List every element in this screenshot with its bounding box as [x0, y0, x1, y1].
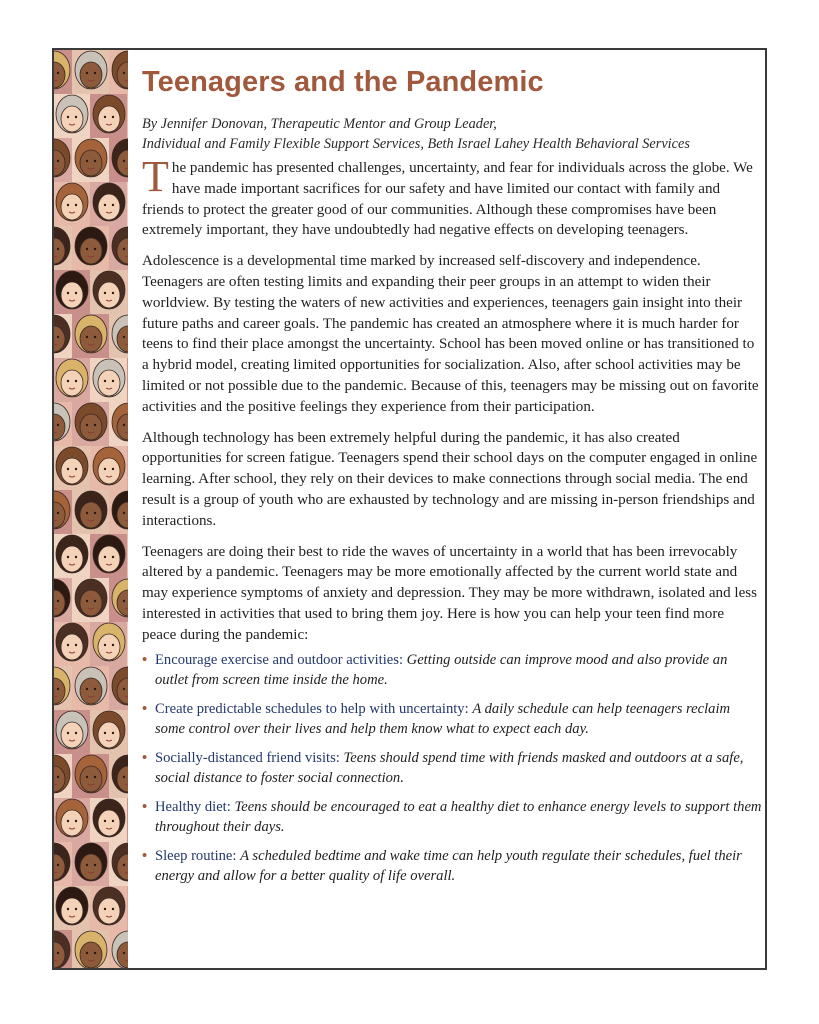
paragraph-technology: Although technology has been extremely helpful during the pandemic, it has also created opportunities for screen fatigue. Teenagers spend their school days on the computer engaged in online learning. After school, they rely on their devices to make connections through social media. The end result is a group of youth who are exhausted by technology and are missing in-person friendships and interactions. — [142, 429, 758, 529]
face-illustration — [109, 226, 128, 270]
tip-text: Teens should be encouraged to eat a healthy diet to enhance energy levels to support them throughout their days. — [155, 798, 762, 835]
bullet-icon: • — [142, 798, 148, 815]
face-illustration — [109, 314, 128, 358]
face-illustration — [54, 94, 91, 138]
face-illustration — [109, 930, 128, 968]
face-illustration — [54, 50, 73, 94]
face-illustration — [127, 358, 128, 402]
face-illustration — [127, 270, 128, 314]
face-illustration — [90, 622, 128, 666]
paragraph-intro — [142, 152, 762, 241]
face-illustration — [109, 50, 128, 94]
face-illustration — [109, 402, 128, 446]
face-illustration — [54, 534, 91, 578]
face-illustration — [90, 534, 128, 578]
face-illustration — [54, 886, 91, 930]
face-illustration — [127, 446, 128, 490]
bullet-icon: • — [142, 651, 148, 668]
face-illustration — [54, 226, 73, 270]
face-illustration — [127, 886, 128, 930]
face-illustration — [109, 490, 128, 534]
face-illustration — [90, 182, 128, 226]
face-illustration — [72, 138, 110, 182]
list-item — [142, 797, 762, 837]
face-illustration — [90, 270, 128, 314]
face-illustration — [54, 754, 73, 798]
face-illustration — [72, 50, 110, 94]
face-illustration — [90, 358, 128, 402]
face-illustration — [54, 578, 73, 622]
face-illustration — [72, 666, 110, 710]
face-illustration — [54, 666, 73, 710]
face-illustration — [54, 842, 73, 886]
tip-heading: Socially-distanced friend visits: — [155, 749, 340, 766]
tip-text: Teens should spend time with friends masked and outdoors at a safe, social distance to foster social connection. — [155, 749, 744, 786]
face-illustration — [54, 798, 91, 842]
face-illustration — [72, 930, 110, 968]
face-illustration — [109, 842, 128, 886]
face-illustration — [109, 666, 128, 710]
face-illustration — [54, 710, 91, 754]
paragraph-uncertainty: Teenagers are doing their best to ride the waves of uncertainty in a world that has been irrevocably altered by a pandemic. Teenagers may be more emotionally affected by the current world state and may experience symptoms of anxiety and depression. They may be more withdrawn, isolated and less interested in activities that used to bring them joy. Here is how you can help your teen find more peace during the pandemic: — [142, 543, 758, 643]
list-item — [142, 748, 762, 788]
face-illustration — [90, 710, 128, 754]
list-item — [142, 699, 762, 739]
bullet-icon: • — [142, 700, 148, 717]
tip-heading: Healthy diet: — [155, 798, 231, 815]
page-frame — [52, 48, 767, 970]
face-illustration — [127, 798, 128, 842]
face-illustration — [127, 94, 128, 138]
face-illustration — [127, 182, 128, 226]
face-illustration — [72, 490, 110, 534]
face-illustration — [109, 578, 128, 622]
article — [142, 62, 762, 895]
face-illustration — [54, 490, 73, 534]
list-item — [142, 846, 762, 886]
face-illustration — [54, 930, 73, 968]
byline-organization: Individual and Family Flexible Support Services, Beth Israel Lahey Health Behavioral Services — [142, 136, 690, 152]
faces-pattern-illustration — [54, 50, 128, 968]
face-illustration — [54, 446, 91, 490]
drop-cap: T — [142, 152, 169, 201]
tip-heading: Sleep routine: — [155, 847, 237, 864]
tip-text: Getting outside can improve mood and also provide an outlet from screen time inside the home. — [155, 651, 728, 688]
face-illustration — [54, 402, 73, 446]
face-illustration — [72, 754, 110, 798]
tip-text: A scheduled bedtime and wake time can help youth regulate their schedules, fuel their energy and allow for a better quality of life overall. — [155, 847, 742, 884]
face-illustration — [90, 886, 128, 930]
bullet-icon: • — [142, 847, 148, 864]
face-illustration — [54, 314, 73, 358]
face-illustration — [72, 578, 110, 622]
face-illustration — [72, 842, 110, 886]
face-illustration — [127, 710, 128, 754]
face-illustration — [54, 270, 91, 314]
face-illustration — [90, 94, 128, 138]
face-illustration — [90, 798, 128, 842]
face-illustration — [54, 358, 91, 402]
paragraph-intro-text: he pandemic has presented challenges, uncertainty, and fear for individuals across the globe. We have made important sacrifices for our safety and have limited our contact with family and friends to protect the greater good of our communities. Although these compromises have been extremely important, they have undoubtedly had negative effects on developing teenagers. — [142, 160, 753, 239]
paragraph-adolescence: Adolescence is a developmental time marked by increased self-discovery and independence. Teenagers are often testing limits and expanding their peer groups in an attempt to widen their worldview. By testing the waters of new activities and experiences, teenagers gain insight into their future paths and career goals. The pandemic has created an atmosphere where it is much harder for teens to find their place amongst the uncertainty. School has been moved online or has transitioned to a hybrid model, creating limited opportunities for socialization. Also, after school activities may be limited or not possible due to the pandemic. Because of this, teenagers may be missing out on favorite activities and the positive feelings they experience from their participation. — [142, 253, 759, 415]
byline — [142, 114, 762, 154]
tip-text: A daily schedule can help teenagers reclaim some control over their lives and help them know what to expect each day. — [155, 700, 731, 737]
face-illustration — [54, 138, 73, 182]
article-title: Teenagers and the Pandemic — [142, 66, 544, 98]
tips-list — [142, 650, 762, 886]
face-illustration — [72, 226, 110, 270]
face-illustration — [72, 314, 110, 358]
face-illustration — [90, 446, 128, 490]
face-illustration — [54, 182, 91, 226]
face-illustration — [109, 138, 128, 182]
byline-author: By Jennifer Donovan, Therapeutic Mentor and Group Leader, — [142, 116, 497, 132]
face-illustration — [127, 622, 128, 666]
face-illustration — [127, 534, 128, 578]
bullet-icon: • — [142, 749, 148, 766]
tip-heading: Encourage exercise and outdoor activities: — [155, 651, 403, 668]
tip-heading: Create predictable schedules to help with uncertainty: — [155, 700, 469, 717]
face-illustration — [109, 754, 128, 798]
list-item — [142, 650, 762, 690]
face-illustration — [54, 622, 91, 666]
face-illustration — [72, 402, 110, 446]
